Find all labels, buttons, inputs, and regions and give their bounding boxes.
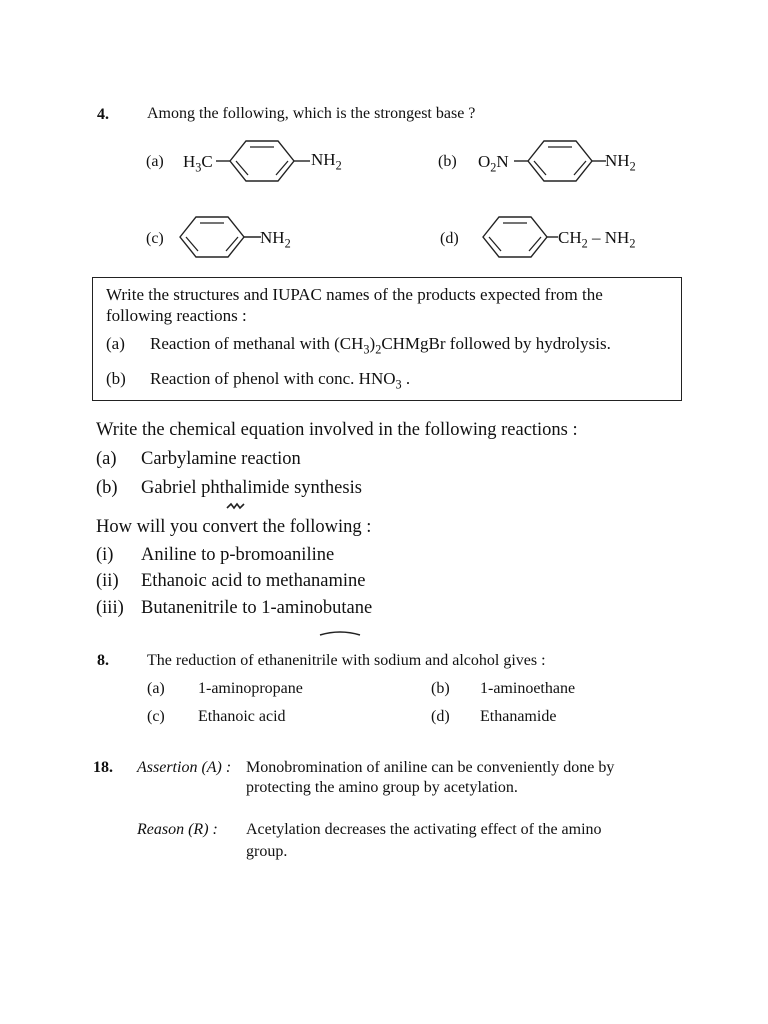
assertion-label: Assertion (A) : — [137, 759, 232, 776]
equations-heading: Write the chemical equation involved in the following reactions : — [96, 420, 578, 440]
equations-item-b-label: (b) — [96, 478, 118, 498]
assertion-line1: Monobromination of aniline can be conveniently done by — [246, 759, 615, 776]
reason-line1: Acetylation decreases the activating effect of the amino — [246, 821, 602, 838]
convert-item-iii-text: Butanenitrile to 1-aminobutane — [141, 598, 373, 618]
question-number-8: 8. — [97, 652, 109, 669]
question-number-18: 18. — [93, 759, 113, 776]
benzene-ring-a — [212, 137, 312, 185]
box-item-a-text: Reaction of methanal with $(CH_3)_2CHMgBr$ followed by hydrolysis. — [150, 334, 611, 357]
option-a-label: (a) — [146, 153, 164, 170]
benzene-ring-d — [478, 212, 560, 262]
convert-item-ii-text: Ethanoic acid to methanamine — [141, 571, 366, 591]
q8-option-a-text: 1-aminopropane — [198, 680, 303, 697]
equations-item-b-text: Gabriel phthalimide synthesis — [141, 478, 362, 498]
cropped-text-fragment — [226, 502, 246, 510]
option-d-label: (d) — [440, 230, 459, 247]
question-8-text: The reduction of ethanenitrile with sodium and alcohol gives : — [147, 652, 546, 669]
convert-item-i-text: Aniline to p-bromoaniline — [141, 545, 335, 565]
reason-label: Reason (R) : — [137, 821, 218, 838]
box-intro-line1: Write the structures and IUPAC names of the products expected from the — [106, 285, 603, 304]
q8-option-c-text: Ethanoic acid — [198, 708, 286, 725]
q8-option-a-label: (a) — [147, 680, 165, 697]
cropped-text-fragment-2 — [318, 629, 362, 637]
box-item-b-label: (b) — [106, 369, 126, 388]
box-item-a-label: (a) — [106, 334, 125, 353]
q8-option-d-label: (d) — [431, 708, 450, 725]
option-d-substituent: $CH_2 - NH_2$ — [558, 228, 636, 251]
option-c-label: (c) — [146, 230, 164, 247]
question-number-4: 4. — [97, 106, 109, 123]
convert-item-i-label: (i) — [96, 545, 114, 565]
option-b-amine: $NH_2$ — [605, 151, 636, 174]
q8-option-b-text: 1-aminoethane — [480, 680, 576, 697]
box-item-b-text: Reaction of phenol with conc. $HNO_3$ . — [150, 369, 411, 392]
convert-item-ii-label: (ii) — [96, 571, 119, 591]
benzene-ring-c — [175, 212, 265, 262]
box-intro-line2: following reactions : — [106, 306, 247, 325]
equations-item-a-text: Carbylamine reaction — [141, 449, 301, 469]
option-b-label: (b) — [438, 153, 457, 170]
q8-option-c-label: (c) — [147, 708, 165, 725]
q8-option-d-text: Ethanamide — [480, 708, 557, 725]
convert-heading: How will you convert the following : — [96, 517, 372, 537]
assertion-line2: protecting the amino group by acetylation. — [246, 779, 518, 796]
option-c-amine: $NH_2$ — [260, 228, 291, 251]
benzene-ring-b — [510, 137, 610, 185]
q8-option-b-label: (b) — [431, 680, 450, 697]
reason-line2: group. — [246, 843, 288, 860]
question-4-text: Among the following, which is the strongest base ? — [147, 105, 476, 122]
convert-item-iii-label: (iii) — [96, 598, 124, 618]
option-b-substituent: $O_2N$ — [478, 152, 509, 175]
option-a-substituent: $H_3C$ — [183, 152, 213, 175]
option-a-amine: $NH_2$ — [311, 150, 342, 173]
equations-item-a-label: (a) — [96, 449, 117, 469]
